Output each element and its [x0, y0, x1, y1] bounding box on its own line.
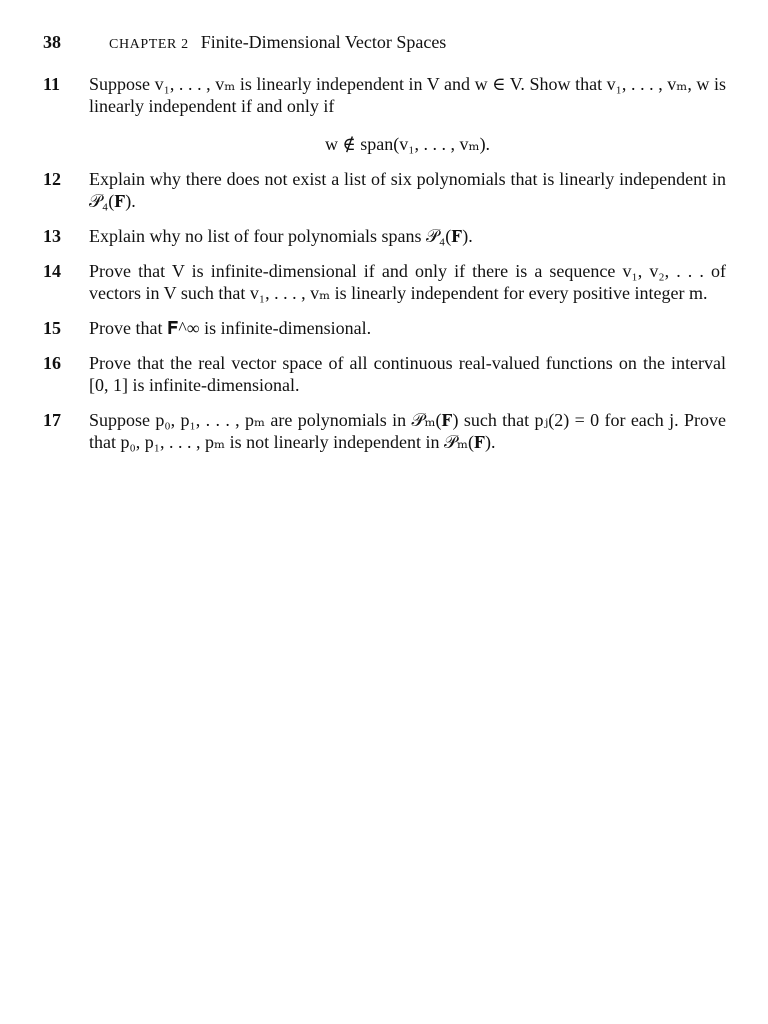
exercise-16: [43, 352, 726, 396]
exercise-number: 15: [43, 318, 61, 338]
exercise-text: Prove that V is infinite-dimensional if and only if there is a sequence v₁, v₂, . . . of vectors in V such that v₁, . . . , vₘ is linearly independent for every positive integer m.: [89, 261, 726, 303]
exercise-17: [43, 409, 726, 453]
exercise-14: [43, 260, 726, 304]
exercise-number: 12: [43, 169, 61, 189]
exercise-text: Prove that the real vector space of all continuous real-valued functions on the interval [0, 1] is infinite-dimensional.: [89, 353, 726, 395]
exercise-number: 13: [43, 226, 61, 246]
running-head: [43, 31, 733, 56]
exercise-15: [43, 317, 726, 339]
exercise-text: Explain why no list of four polynomials spans 𝒫₄(𝐅).: [89, 226, 473, 246]
exercise-text: Prove that 𝐅^∞ is infinite-dimensional.: [89, 318, 372, 338]
exercise-number: 16: [43, 353, 61, 373]
exercise-list: [43, 73, 726, 466]
exercise-number: 14: [43, 261, 61, 281]
exercise-12: [43, 168, 726, 212]
exercise-11: [43, 73, 726, 155]
chapter-title: Finite-Dimensional Vector Spaces: [200, 32, 447, 52]
chapter-label: CHAPTER 2: [109, 37, 189, 52]
exercise-number: 11: [43, 74, 61, 94]
exercise-text: Suppose v₁, . . . , vₘ is linearly independent in V and w ∈ V. Show that v₁, . . . , vₘ, w is linearly independent if and only if: [89, 74, 726, 116]
exercise-text: Suppose p₀, p₁, . . . , pₘ are polynomials in 𝒫ₘ(𝐅) such that pⱼ(2) = 0 for each j. Prove that p₀, p₁, . . . , pₘ is not linearly independent in 𝒫ₘ(𝐅).: [89, 410, 726, 452]
exercise-13: [43, 225, 726, 247]
page-number: 38: [43, 32, 61, 52]
exercise-text: Explain why there does not exist a list of six polynomials that is linearly independent in 𝒫₄(𝐅).: [89, 169, 726, 211]
exercise-number: 17: [43, 410, 61, 430]
display-equation: w ∉ span(v₁, . . . , vₘ).: [324, 134, 491, 154]
